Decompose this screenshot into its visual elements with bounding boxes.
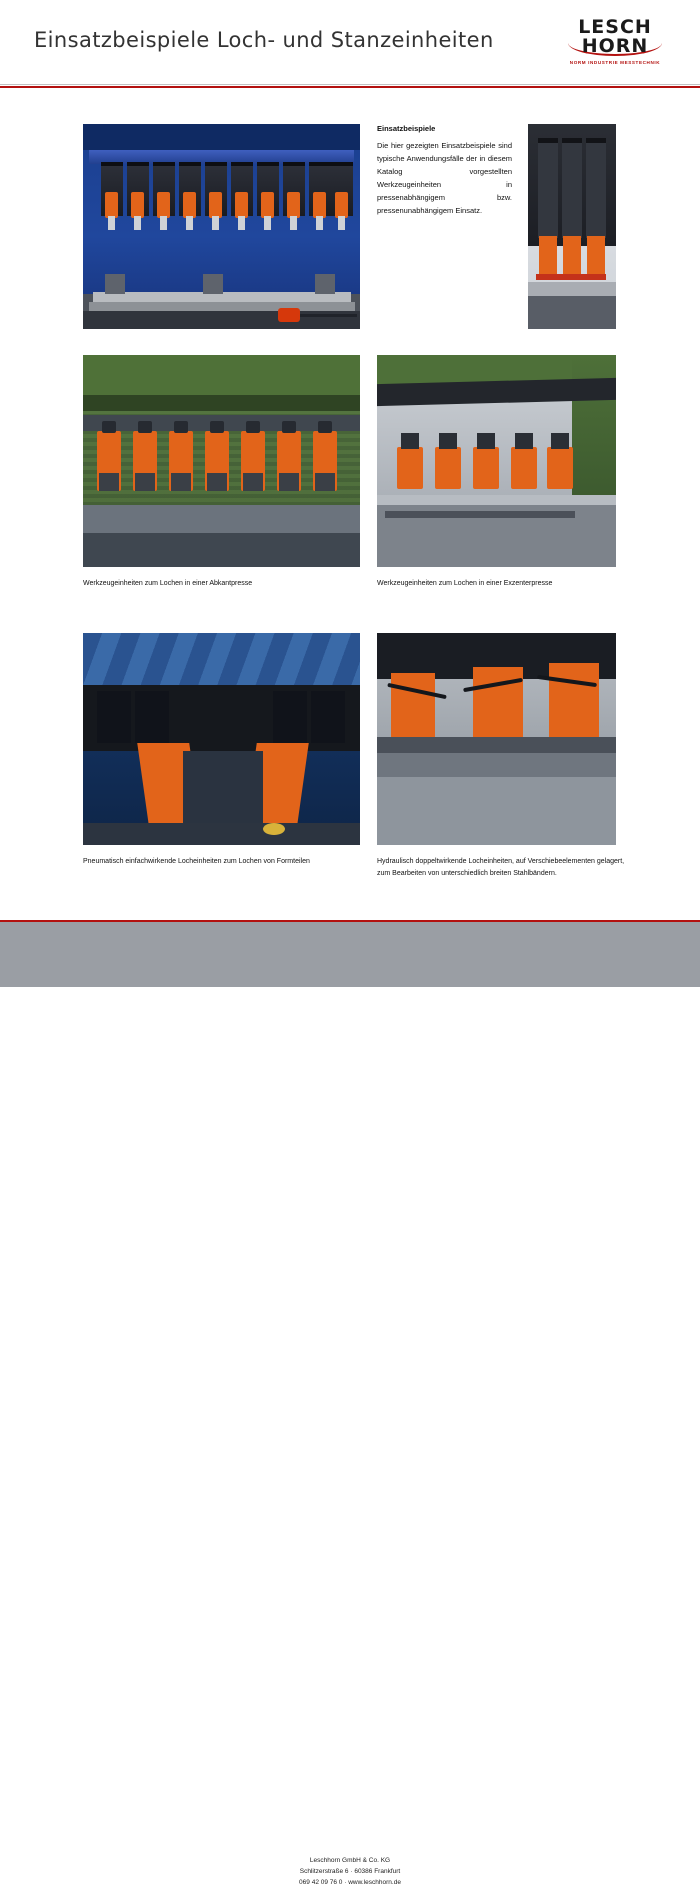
page-title: Einsatzbeispiele Loch- und Stanzeinheiten bbox=[34, 28, 494, 52]
footer-line-company: Leschhorn GmbH & Co. KG bbox=[309, 1857, 391, 1864]
figure-caption-exzenterpresse: Werkzeugeinheiten zum Lochen in einer Exzenterpresse bbox=[377, 580, 553, 587]
figure-exzenterpresse bbox=[377, 355, 616, 567]
page-header bbox=[0, 0, 700, 88]
logo-sub-text: HORN bbox=[581, 35, 649, 57]
intro-block bbox=[377, 124, 512, 217]
logo-main-text: LESCH bbox=[578, 16, 652, 38]
figure-tool-unit-closeup bbox=[528, 124, 616, 329]
company-logo bbox=[562, 16, 668, 74]
figure-press-line-blue bbox=[83, 124, 360, 329]
figure-pneumatic-units bbox=[83, 633, 360, 845]
figure-caption-pneumatic-units: Pneumatisch einfachwirkende Locheinheiten zum Lochen von Formteilen bbox=[83, 858, 310, 865]
figure-caption-hydraulic-units: Hydraulisch doppeltwirkende Locheinheiten, auf Verschiebeelementen gelagert, zum Bearbeiten von unterschiedlich breiten Stahlbändern. bbox=[377, 858, 625, 877]
figure-abkantpresse bbox=[83, 355, 360, 567]
logo-tagline: NORM INDUSTRIE MESSTECHNIK bbox=[569, 60, 661, 65]
footer-line-street: Schlitzerstraße 6 · 60386 Frankfurt bbox=[299, 1868, 401, 1875]
footer-address bbox=[0, 1855, 700, 1888]
footer-line-contact: 069 42 09 76 0 · www.leschhorn.de bbox=[299, 1879, 401, 1886]
figure-caption-abkantpresse: Werkzeugeinheiten zum Lochen in einer Abkantpresse bbox=[83, 580, 253, 587]
intro-body: Die hier gezeigten Einsatzbeispiele sind typische Anwendungsfälle der in diesem Katalog vorgestellten Werkzeugeinheiten in pressenabhängigem bzw. pressenunabhängigem Einsatz. bbox=[377, 141, 512, 215]
header-divider-thin bbox=[0, 84, 700, 85]
header-divider-red bbox=[0, 86, 700, 88]
figure-hydraulic-units bbox=[377, 633, 616, 845]
page-footer bbox=[0, 922, 700, 1886]
intro-title: Einsatzbeispiele bbox=[377, 124, 436, 133]
